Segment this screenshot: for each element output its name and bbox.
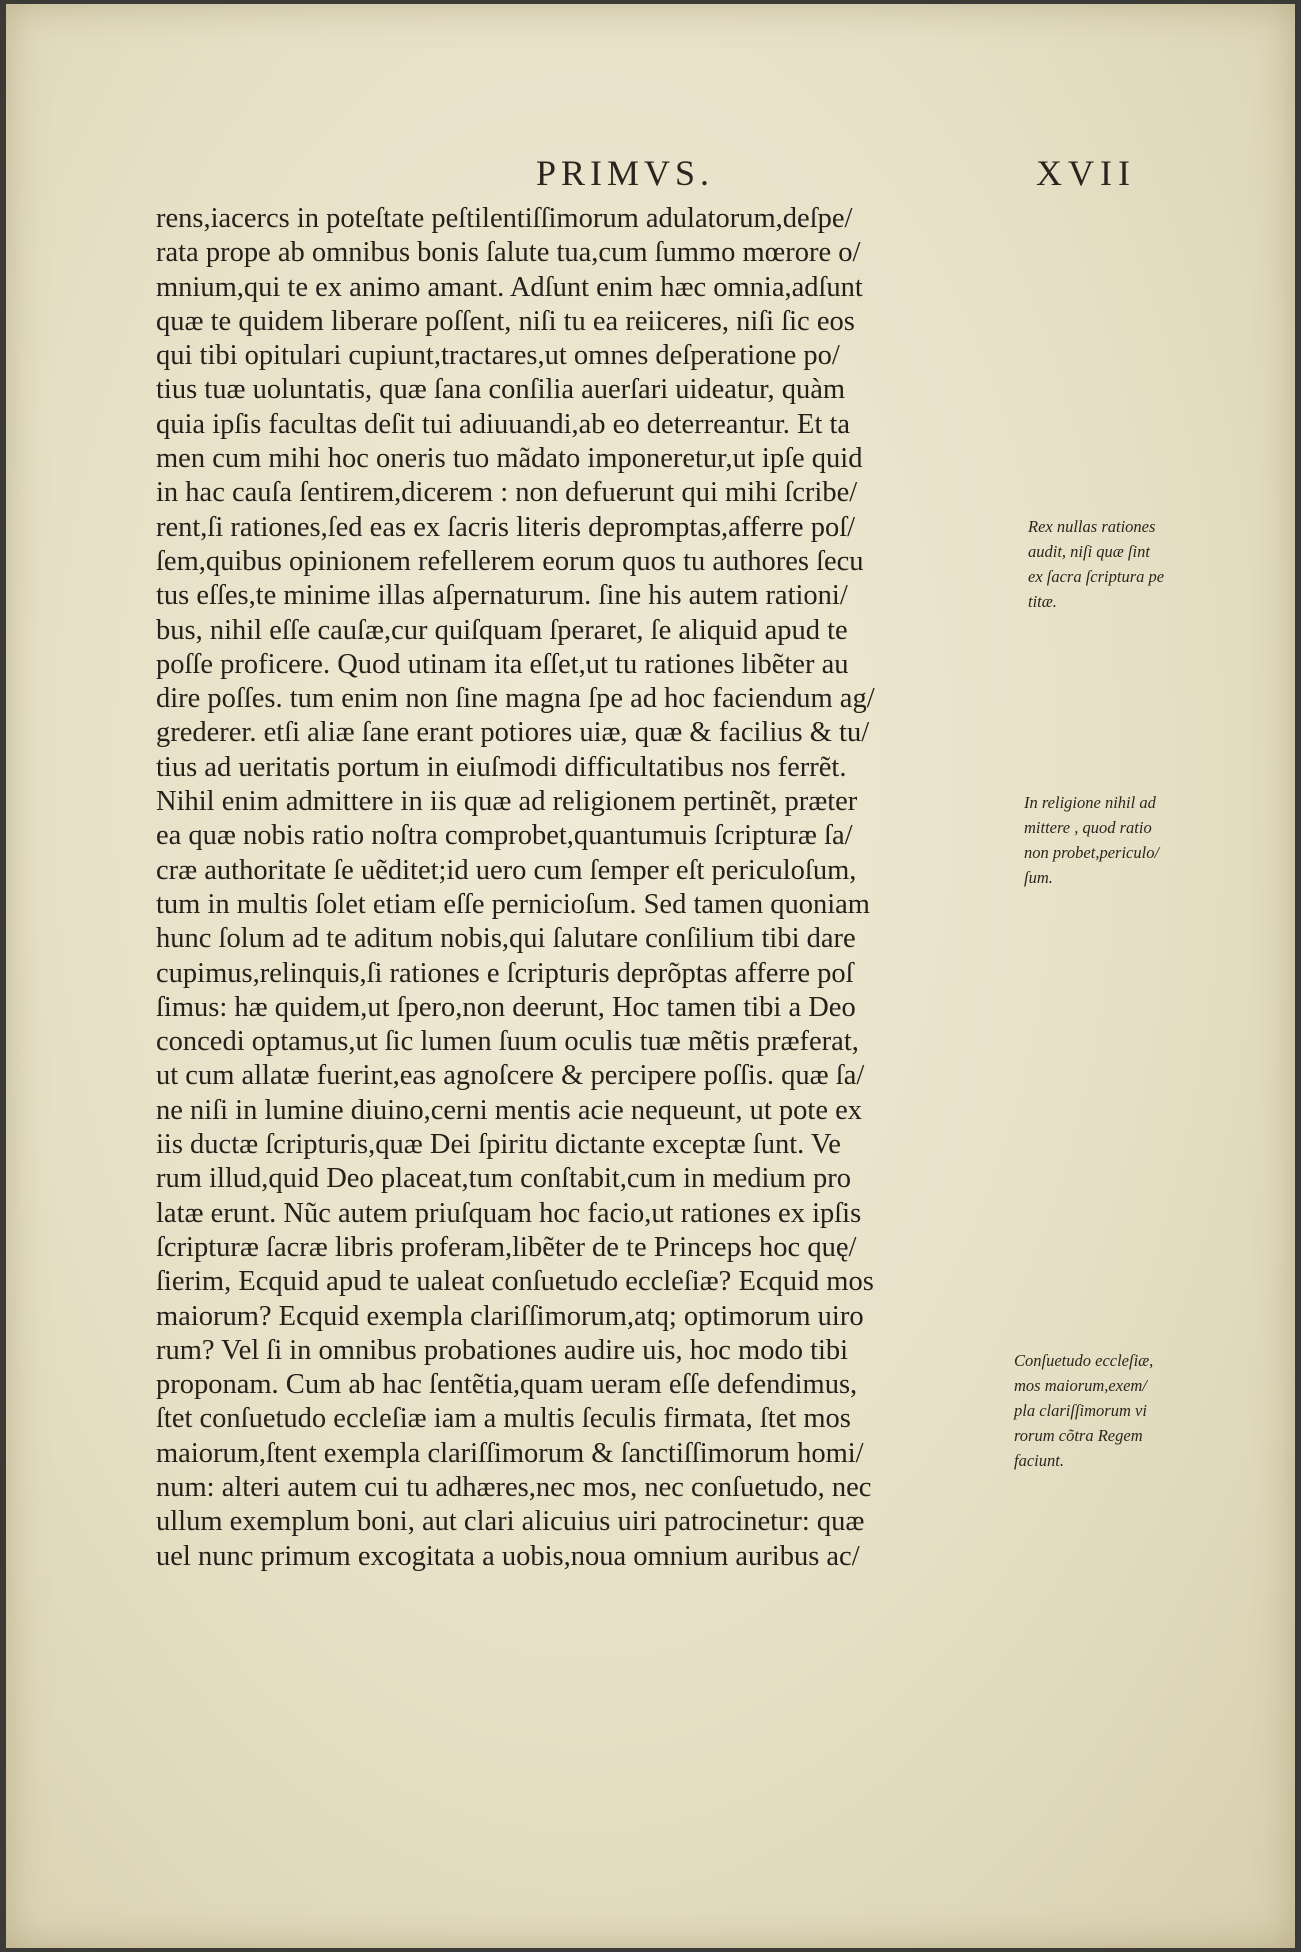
marginal-note-line: mittere , quod ratio	[1024, 818, 1152, 837]
text-line: cræ authoritate ſe uẽditet;id uero cum ſemper eſt periculoſum,	[156, 854, 857, 886]
text-line: rent,ſi rationes,ſed eas ex ſacris literis depromptas,afferre poſ/	[156, 511, 856, 543]
text-line: dire poſſes. tum enim non ſine magna ſpe ad hoc faciendum ag/	[156, 683, 875, 715]
running-head-title: PRIMVS.	[536, 153, 715, 193]
marginal-note-line: audit, niſi quæ ſint	[1028, 542, 1150, 561]
marginal-note-consuetudo	[1014, 1348, 1189, 1473]
text-line: iis ductæ ſcripturis,quæ Dei ſpiritu dictante exceptæ ſunt. Ve	[156, 1129, 841, 1161]
folio-number: XVII	[1036, 153, 1136, 193]
marginal-note-religione	[1024, 790, 1199, 890]
text-line: ſimus: hæ quidem,ut ſpero,non deerunt, Hoc tamen tibi a Deo	[156, 991, 856, 1023]
running-head	[6, 152, 1295, 196]
text-line: mnium,qui te ex animo amant. Adſunt enim hæc omnia,adſunt	[156, 271, 863, 303]
marginal-note-line: Rex nullas rationes	[1028, 517, 1156, 536]
text-line: maiorum? Ecquid exempla clariſſimorum,atq; optimorum uiro	[156, 1300, 864, 1332]
marginal-note-line: rorum cõtra Regem	[1014, 1426, 1143, 1445]
book-page	[6, 4, 1295, 1948]
text-line: grederer. etſi aliæ ſane erant potiores uiæ, quæ & facilius & tu/	[156, 717, 870, 749]
text-line: hunc ſolum ad te aditum nobis,qui ſalutare conſilium tibi dare	[156, 923, 856, 955]
text-line: rata prope ab omnibus bonis ſalute tua,cum ſummo mœrore o/	[156, 237, 861, 269]
text-line: concedi optamus,ut ſic lumen ſuum oculis tuæ mẽtis præferat,	[156, 1026, 859, 1058]
text-line: in hac cauſa ſentirem,dicerem : non defuerunt qui mihi ſcribe/	[156, 477, 858, 509]
text-line: ea quæ nobis ratio noſtra comprobet,quantumuis ſcripturæ ſa/	[156, 820, 853, 852]
text-line: quæ te quidem liberare poſſent, niſi tu ea reiiceres, niſi ſic eos	[156, 305, 855, 337]
text-line: bus, nihil eſſe cauſæ,cur quiſquam ſperaret, ſe aliquid apud te	[156, 614, 848, 646]
marginal-note-line: ſum.	[1024, 868, 1053, 887]
marginal-note-line: In religione nihil ad	[1024, 793, 1156, 812]
text-line: maiorum,ſtent exempla clariſſimorum & ſanctiſſimorum homi/	[156, 1437, 864, 1469]
text-line: proponam. Cum ab hac ſentẽtia,quam ueram eſſe defendimus,	[156, 1369, 858, 1401]
text-line: ſtet conſuetudo eccleſiæ iam a multis ſeculis firmata, ſtet mos	[156, 1403, 851, 1435]
marginal-note-line: faciunt.	[1014, 1451, 1064, 1470]
marginal-note-line: Conſuetudo eccleſiæ,	[1014, 1351, 1154, 1370]
text-line: cupimus,relinquis,ſi rationes e ſcripturis deprõptas afferre poſ	[156, 957, 854, 989]
text-line: tus eſſes,te minime illas aſpernaturum. ſine his autem rationi/	[156, 580, 848, 612]
text-line: quia ipſis facultas deſit tui adiuuandi,ab eo deterreantur. Et ta	[156, 408, 851, 440]
marginal-note-line: pla clariſſimorum vi	[1014, 1401, 1147, 1420]
marginal-note-line: ex ſacra ſcriptura pe	[1028, 567, 1165, 586]
text-line: ſem,quibus opinionem refellerem eorum quos tu authores ſecu	[156, 545, 864, 577]
marginal-note-line: non probet,periculo/	[1024, 843, 1160, 862]
text-line: qui tibi opitulari cupiunt,tractares,ut omnes deſperatione po/	[156, 340, 840, 372]
text-line: tum in multis ſolet etiam eſſe pernicioſum. Sed tamen quoniam	[156, 888, 870, 920]
marginal-note-line: mos maiorum,exem/	[1014, 1376, 1147, 1395]
text-line: rum? Vel ſi in omnibus probationes audire uis, hoc modo tibi	[156, 1334, 849, 1366]
text-line: num: alteri autem cui tu adhæres,nec mos, nec conſuetudo, nec	[156, 1471, 872, 1503]
text-line: tius tuæ uoluntatis, quæ ſana conſilia auerſari uideatur, quàm	[156, 374, 846, 406]
marginal-note-rex	[1028, 514, 1203, 614]
text-line: Nihil enim admittere in iis quæ ad religionem pertinẽt, præter	[156, 786, 858, 818]
text-line: rum illud,quid Deo placeat,tum conſtabit,cum in medium pro	[156, 1163, 851, 1195]
marginal-note-line: titæ.	[1028, 592, 1057, 611]
text-line: poſſe proficere. Quod utinam ita eſſet,ut tu rationes libẽter au	[156, 648, 849, 680]
text-line: rens,iacercs in poteſtate peſtilentiſſimorum adulatorum,deſpe/	[156, 203, 853, 234]
main-text-block	[156, 202, 1016, 1574]
text-line: latæ erunt. Nũc autem priuſquam hoc facio,ut rationes ex ipſis	[156, 1197, 862, 1229]
text-line: ſierim, Ecquid apud te ualeat conſuetudo eccleſiæ? Ecquid mos	[156, 1266, 874, 1298]
text-line: uel nunc primum excogitata a uobis,noua omnium auribus ac/	[156, 1540, 860, 1572]
text-line: ullum exemplum boni, aut clari alicuius uiri patrocinetur: quæ	[156, 1506, 865, 1538]
text-line: ſcripturæ ſacræ libris proferam,libẽter de te Princeps hoc quę/	[156, 1231, 857, 1263]
text-line: ne niſi in lumine diuino,cerni mentis acie nequeunt, ut pote ex	[156, 1094, 862, 1126]
text-line: ut cum allatæ fuerint,eas agnoſcere & percipere poſſis. quæ ſa/	[156, 1060, 865, 1092]
text-line: tius ad ueritatis portum in eiuſmodi difficultatibus nos ferrẽt.	[156, 751, 847, 783]
text-line: men cum mihi hoc oneris tuo mãdato imponeretur,ut ipſe quid	[156, 443, 863, 475]
